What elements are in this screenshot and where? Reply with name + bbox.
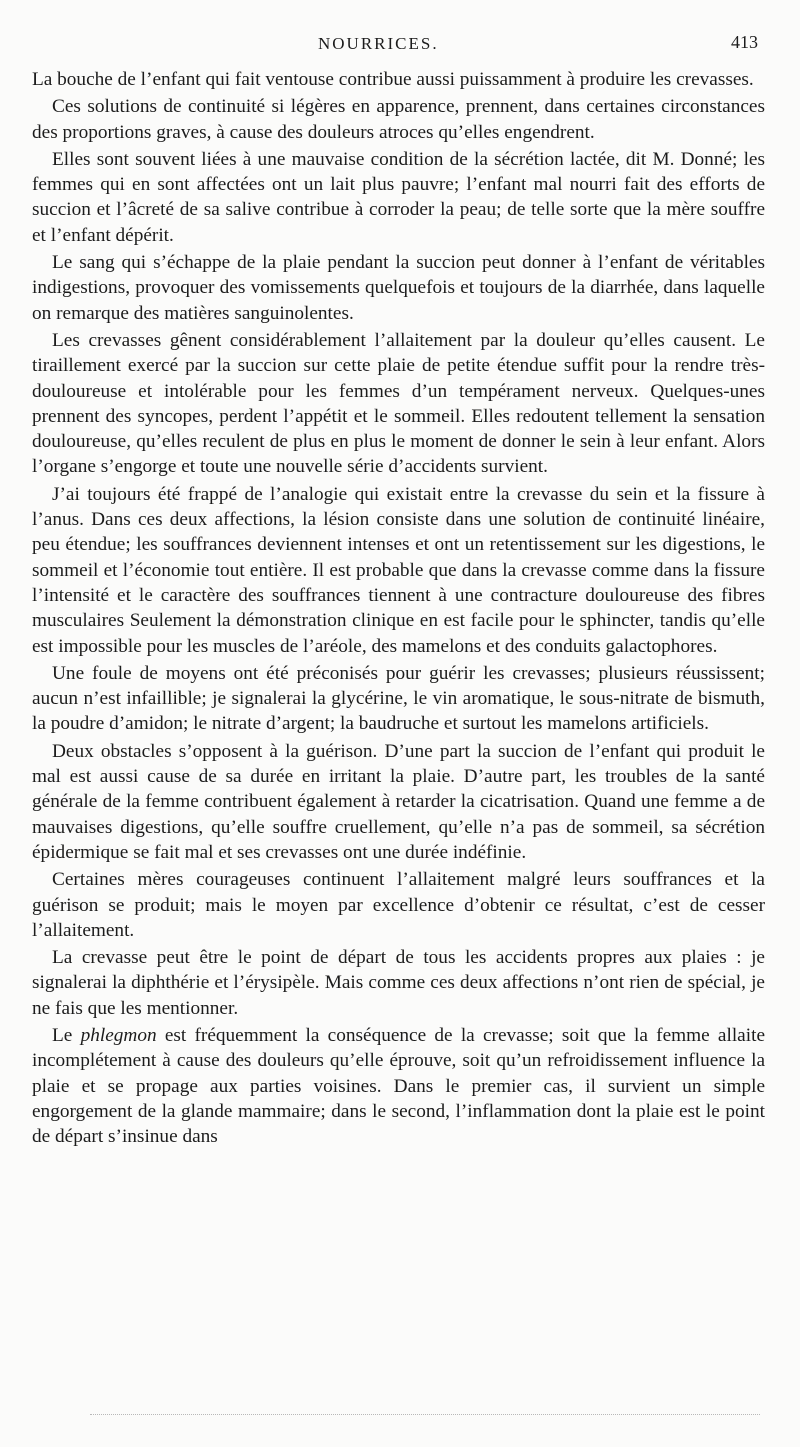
page-number: 413	[731, 32, 758, 52]
paragraph-lead: Le	[52, 1024, 81, 1046]
paragraph: La crevasse peut être le point de départ de tous les accidents propres aux plaies : je signalerai la diphthérie et l’érysipèle. Mais comme ces deux affections n’ont rien de spécial, je ne fais que les mentionner.	[32, 947, 765, 1019]
bottom-dotted-rule	[90, 1414, 760, 1415]
paragraph: Les crevasses gênent considérablement l’allaitement par la douleur qu’elles causent. Le tiraillement exercé par la succion sur cette plaie de petite étendue suffit pour la rendre très-douloureuse et intolérable pour les femmes d’un tempérament nerveux. Quelques-unes prennent des syncopes, perdent l’appétit et le sommeil. Elles redoutent tellement la sensation douloureuse, qu’elles reculent de plus en plus le moment de donner le sein à leur enfant. Alors l’organe s’engorge et toute une nouvelle série d’accidents survient.	[32, 329, 765, 478]
body-text	[32, 67, 765, 1149]
paragraph: Le sang qui s’échappe de la plaie pendant la succion peut donner à l’enfant de véritables indigestions, provoquer des vomissements quelquefois et toujours de la diarrhée, dans laquelle on remarque des matières sanguinolentes.	[32, 252, 765, 324]
paragraph: Certaines mères courageuses continuent l’allaitement malgré leurs souffrances et la guérison se produit; mais le moyen par excellence d’obtenir ce résultat, c’est de cesser l’allaitement.	[32, 869, 765, 941]
paragraph-rest: est fréquemment la conséquence de la crevasse; soit que la femme allaite incomplétement à cause des douleurs qu’elle éprouve, soit qu’un refroidissement influence la plaie et se propage aux parties voisines. Dans le premier cas, il survient un simple engorgement de la glande mammaire; dans le second, l’inflammation dont la plaie est le point de départ s’insinue dans	[32, 1024, 766, 1148]
paragraph: La bouche de l’enfant qui fait ventouse contribue aussi puissamment à produire les crevasses.	[32, 69, 754, 90]
paragraph: Ces solutions de continuité si légères en apparence, prennent, dans certaines circonstances des proportions graves, à cause des douleurs atroces qu’elles engendrent.	[32, 96, 765, 143]
page-header	[0, 34, 800, 60]
paragraph: J’ai toujours été frappé de l’analogie qui existait entre la crevasse du sein et la fissure à l’anus. Dans ces deux affections, la lésion consiste dans une solution de continuité linéaire, peu étendue; les souffrances deviennent intenses et ont un retentissement sur les digestions, le sommeil et l’économie tout entière. Il est probable que dans la crevasse comme dans la fissure l’intensité et le caractère des souffrances tiennent à une contracture douloureuse des fibres musculaires Seulement la démonstration clinique en est facile pour le sphincter, tandis qu’elle est impossible pour les muscles de l’aréole, des mamelons et des conduits galactophores.	[32, 483, 765, 657]
running-head: NOURRICES.	[318, 34, 439, 53]
paragraph: Deux obstacles s’opposent à la guérison. D’une part la succion de l’enfant qui produit le mal est aussi cause de sa durée en irritant la plaie. D’autre part, les troubles de la santé générale de la femme contribuent également à retarder la cicatrisation. Quand une femme a de mauvaises digestions, qu’elle souffre cruellement, qu’elle n’a pas de sommeil, sa sécrétion épidermique se fait mal et ses crevasses ont une durée indéfinie.	[32, 740, 765, 863]
paragraph: Elles sont souvent liées à une mauvaise condition de la sécrétion lactée, dit M. Donné; les femmes qui en sont affectées ont un lait plus pauvre; l’enfant mal nourri fait des efforts de succion et l’âcreté de sa salive contribue à corroder la peau; de telle sorte que la mère souffre et l’enfant dépérit.	[32, 148, 765, 246]
paragraph: Une foule de moyens ont été préconisés pour guérir les crevasses; plusieurs réussissent; aucun n’est infaillible; je signalerai la glycérine, le vin aromatique, le sous-nitrate de bismuth, la poudre d’amidon; le nitrate d’argent; la baudruche et surtout les mamelons artificiels.	[32, 662, 765, 735]
paragraph-phlegmon	[32, 1023, 765, 1149]
italic-term: phlegmon	[80, 1024, 157, 1046]
